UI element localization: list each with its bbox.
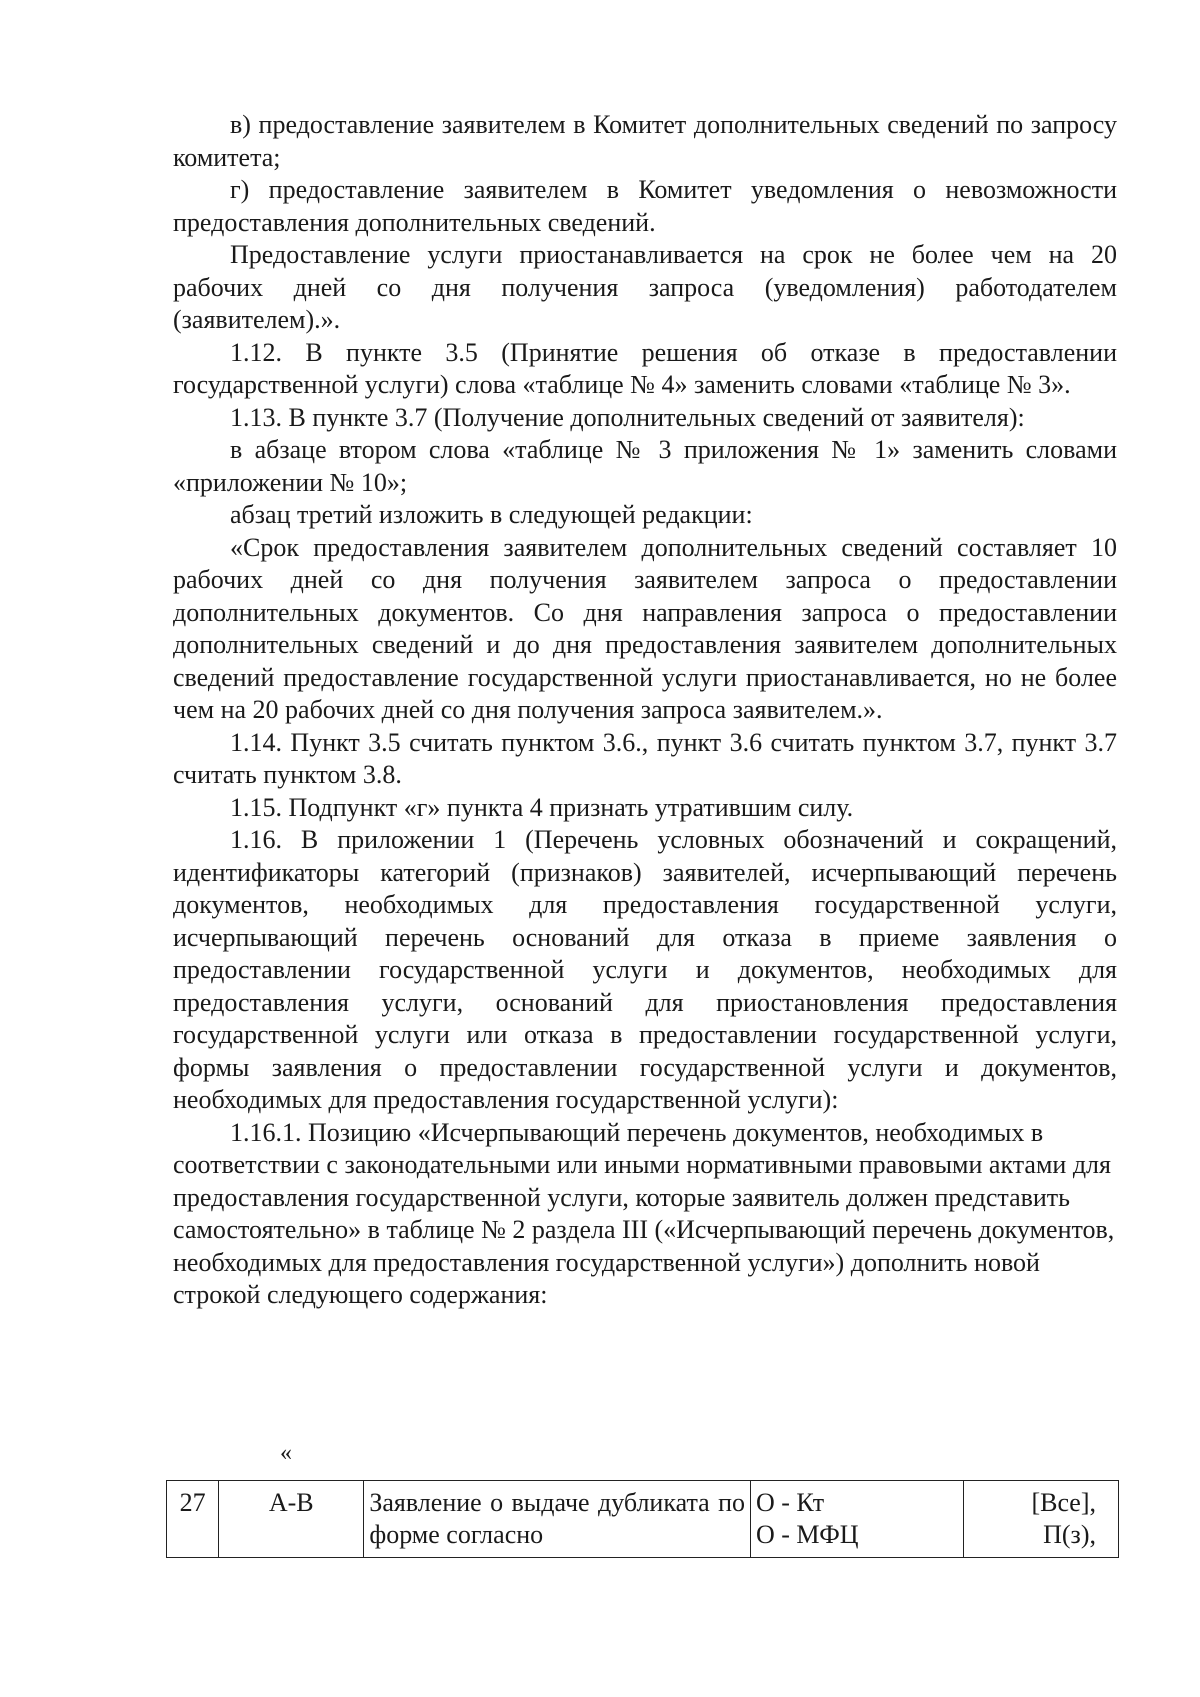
paragraph-1-13: 1.13. В пункте 3.7 (Получение дополнительных сведений от заявителя): [230,402,1025,432]
paragraph-second-abzac: в абзаце втором слова «таблице № 3 приложения № 1» заменить словами «приложении № 10»; [173,435,1117,497]
cell-flags-line-1: [Все], [1031,1488,1096,1517]
paragraph-suspension: Предоставление услуги приостанавливается на срок не более чем на 20 рабочих дней со дня получения запроса (уведомления) работодателем (заявителем).». [173,240,1117,334]
cell-flags-line-2: П(з), [1043,1520,1096,1549]
cell-category: А-В [219,1481,364,1558]
paragraph-third-abzac: абзац третий изложить в следующей редакции: [230,500,753,529]
document-body [173,109,1117,1312]
cell-method-line-1: О - Кт [756,1488,825,1517]
cell-flags [964,1481,1119,1558]
paragraph-1-15: 1.15. Подпункт «г» пункта 4 признать утратившим силу. [230,792,854,822]
cell-document-text: Заявление о выдаче дубликата по форме согласно [369,1488,745,1549]
paragraph-g: г) предоставление заявителем в Комитет уведомления о невозможности предоставления дополнительных сведений. [173,175,1117,237]
paragraph-v: в) предоставление заявителем в Комитет дополнительных сведений по запросу комитета; [173,110,1117,172]
cell-method [751,1481,964,1558]
paragraph-1-14: 1.14. Пункт 3.5 считать пунктом 3.6., пункт 3.6 считать пунктом 3.7, пункт 3.7 считать пунктом 3.8. [173,727,1117,789]
table-row [167,1481,1119,1558]
paragraph-deadline-quote: «Срок предоставления заявителем дополнительных сведений составляет 10 рабочих дней со дня получения заявителем запроса о предоставлении дополнительных документов. Со дня направления запроса о предоставлении дополнительных сведений и до дня предоставления заявителем дополнительных сведений предоставление государственной услуги приостанавливается, но не более чем на 20 рабочих дней со дня получения запроса заявителем.». [173,532,1117,724]
paragraph-1-12: 1.12. В пункте 3.5 (Принятие решения об отказе в предоставлении государственной услуги) слова «таблице № 4» заменить словами «таблице № 3». [173,337,1117,399]
opening-quote-mark: « [280,1440,292,1466]
cell-document [364,1481,751,1558]
documents-table [166,1480,1119,1558]
paragraph-1-16-1: 1.16.1. Позицию «Исчерпывающий перечень документов, необходимых в соответствии с законодательными или иными нормативными правовыми актами для предоставления государственной услуги, которые заявитель должен представить самостоятельно» в таблице № 2 раздела III («Исчерпывающий перечень документов, необходимых для предоставления государственной услуги») дополнить новой строкой следующего содержания: [173,1117,1115,1309]
paragraph-1-16: 1.16. В приложении 1 (Перечень условных обозначений и сокращений, идентификаторы категорий (признаков) заявителей, исчерпывающий перечень документов, необходимых для предоставления государственной услуги, исчерпывающий перечень оснований для отказа в приеме заявления о предоставлении государственной услуги и документов, необходимых для предоставления услуги, оснований для приостановления предоставления государственной услуги или отказа в предоставлении государственной услуги, формы заявления о предоставлении государственной услуги и документов, необходимых для предоставления государственной услуги): [173,825,1117,1114]
cell-method-line-2: О - МФЦ [756,1520,859,1549]
cell-number: 27 [167,1481,219,1558]
